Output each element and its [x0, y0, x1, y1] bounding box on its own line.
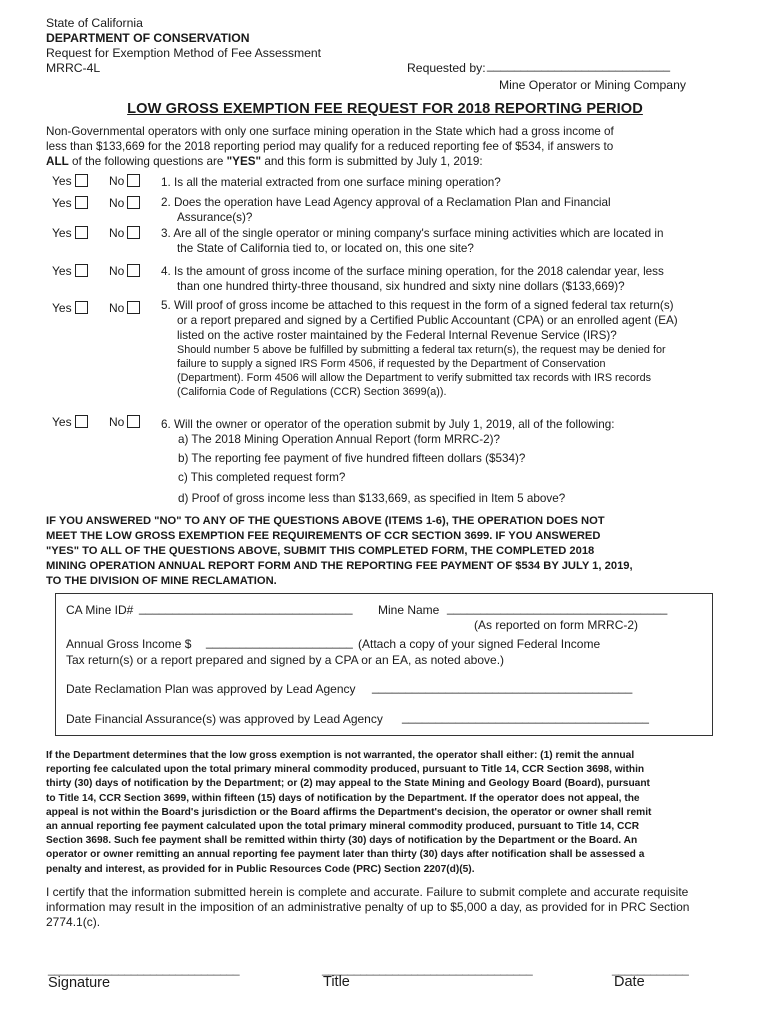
no-label: No: [109, 301, 125, 315]
q5-no-checkbox[interactable]: [127, 301, 140, 314]
department-line: an annual reporting fee payment calculated upon the total primary mineral commodity produced, pursuant to Title 14, CCR: [46, 821, 640, 833]
question-5-note: (California Code of Regulations (CCR) Section 3699(a)).: [177, 386, 447, 398]
question-6c: c) This completed request form?: [178, 471, 346, 484]
no-label: No: [109, 415, 125, 429]
warning-line: IF YOU ANSWERED "NO" TO ANY OF THE QUESTIONS ABOVE (ITEMS 1-6), THE OPERATION DOES NOT: [46, 515, 605, 527]
department-name: DEPARTMENT OF CONSERVATION: [46, 31, 250, 45]
q5-no: [109, 301, 140, 315]
requested-by-label: Requested by:: [407, 61, 486, 75]
warning-line: MINING OPERATION ANNUAL REPORT FORM AND THE REPORTING FEE PAYMENT OF $534 BY JULY 1, 2019,: [46, 560, 633, 572]
intro-all: ALL: [46, 155, 69, 168]
certification-line: I certify that the information submitted herein is complete and accurate. Failure to submit complete and accurate requisite: [46, 885, 689, 899]
intro-line: less than $133,669 for the 2018 reporting period may qualify for a reduced reporting fee of $534, if answers to: [46, 140, 614, 153]
department-line: appeal is not within the Board's jurisdiction or the Board affirms the Department's decision, the operator or owner shall remit: [46, 806, 652, 818]
intro-paragraph: [46, 124, 726, 169]
no-label: No: [109, 174, 125, 188]
mine-id-label: CA Mine ID#: [66, 603, 134, 617]
department-paragraph: [46, 749, 726, 877]
yes-label: Yes: [52, 226, 72, 240]
q6-yes: [52, 415, 88, 429]
intro-yes: "YES": [226, 155, 262, 168]
mine-id-field[interactable]: ________________________________: [139, 601, 353, 615]
warning-line: TO THE DIVISION OF MINE RECLAMATION.: [46, 575, 277, 587]
title-label: Title: [323, 974, 350, 990]
requested-by-field[interactable]: ___________________________: [487, 58, 671, 72]
q3-yes-checkbox[interactable]: [75, 226, 88, 239]
q4-no-checkbox[interactable]: [127, 264, 140, 277]
q4-yes-checkbox[interactable]: [75, 264, 88, 277]
certification-line: 2774.1(c).: [46, 915, 101, 929]
question-3-line: the State of California tied to, or located on, this one site?: [177, 242, 474, 255]
requested-by-caption: Mine Operator or Mining Company: [499, 78, 686, 92]
q5-yes-checkbox[interactable]: [75, 301, 88, 314]
question-6a: a) The 2018 Mining Operation Annual Report (form MRRC-2)?: [178, 433, 500, 446]
signature-field[interactable]: ______________________________: [48, 962, 240, 976]
mine-name-caption: (As reported on form MRRC-2): [474, 618, 639, 632]
department-line: If the Department determines that the low gross exemption is not warranted, the operator shall either: (1) remit the annual: [46, 750, 635, 761]
q2-yes-checkbox[interactable]: [75, 196, 88, 209]
question-5-line: listed on the active roster maintained by the Federal Internal Revenue Service (IRS)?: [177, 329, 617, 342]
yes-label: Yes: [52, 415, 72, 429]
reclamation-date-field[interactable]: _______________________________________: [372, 680, 633, 694]
date-label: Date: [614, 974, 645, 990]
department-line: penalty and interest, as provided for in Public Resources Code (PRC) Section 2207(d)(5).: [46, 863, 475, 875]
q4-yes: [52, 264, 88, 278]
yes-label: Yes: [52, 196, 72, 210]
q2-no-checkbox[interactable]: [127, 196, 140, 209]
yes-label: Yes: [52, 264, 72, 278]
q3-yes: [52, 226, 88, 240]
question-2: [161, 195, 721, 225]
q1-no-checkbox[interactable]: [127, 174, 140, 187]
page-title: LOW GROSS EXEMPTION FEE REQUEST FOR 2018 REPORTING PERIOD: [127, 101, 643, 117]
question-3-line: 3. Are all of the single operator or mining company's surface mining activities which are located in: [161, 227, 664, 240]
question-3: [161, 226, 721, 256]
q6-no-checkbox[interactable]: [127, 415, 140, 428]
intro-line: [46, 154, 726, 169]
question-5: [161, 298, 721, 399]
financial-date-label: Date Financial Assurance(s) was approved by Lead Agency: [66, 712, 383, 726]
intro-mid: of the following questions are: [68, 155, 227, 168]
q1-yes-checkbox[interactable]: [75, 174, 88, 187]
question-5-note: failure to supply a signed IRS Form 4506, if requested by the Department of Conservation: [177, 358, 606, 370]
no-label: No: [109, 264, 125, 278]
q5-yes: [52, 301, 88, 315]
q3-no-checkbox[interactable]: [127, 226, 140, 239]
department-line: thirty (30) days of notification by the Department; or (2) may appeal to the State Mining and Geology Board (Board), pursuant: [46, 778, 650, 790]
q6-no: [109, 415, 140, 429]
signature-label: Signature: [48, 975, 111, 991]
question-6d: d) Proof of gross income less than $133,669, as specified in Item 5 above?: [178, 492, 566, 505]
warning-line: "YES" TO ALL OF THE QUESTIONS ABOVE, SUBMIT THIS COMPLETED FORM, THE COMPLETED 2018: [46, 545, 595, 557]
intro-line: Non-Governmental operators with only one surface mining operation in the State which had a gross income of: [46, 125, 614, 138]
no-label: No: [109, 226, 125, 240]
department-line: operator or owner remitting an annual reporting fee payment later than thirty (30) days after notification shall be assessed a: [46, 849, 645, 861]
q6-yes-checkbox[interactable]: [75, 415, 88, 428]
request-line: Request for Exemption Method of Fee Assessment: [46, 46, 322, 60]
department-line: Section 3698. Such fee payment shall be remitted within thirty (30) days of notification by the Department or the Board. An: [46, 835, 638, 847]
q1-yes: [52, 174, 88, 188]
question-4-line: 4. Is the amount of gross income of the surface mining operation, for the 2018 calendar year, less: [161, 265, 664, 278]
no-label: No: [109, 196, 125, 210]
question-6b: b) The reporting fee payment of five hundred fifteen dollars ($534)?: [178, 452, 526, 465]
certification-line: information may result in the imposition of an administrative penalty of up to $5,000 a day, as provided for in PRC Section: [46, 900, 690, 914]
q2-no: [109, 196, 140, 210]
question-6: 6. Will the owner or operator of the operation submit by July 1, 2019, all of the following:: [161, 418, 615, 431]
question-4: [161, 264, 721, 294]
income-label: Annual Gross Income $: [66, 637, 192, 651]
yes-label: Yes: [52, 301, 72, 315]
financial-date-field[interactable]: _____________________________________: [402, 710, 649, 724]
mine-name-label: Mine Name: [378, 603, 440, 617]
q1-no: [109, 174, 140, 188]
question-5-line: or a report prepared and signed by a Certified Public Accountant (CPA) or an enrolled agent (EA): [177, 314, 678, 327]
warning-line: MEET THE LOW GROSS EXEMPTION FEE REQUIREMENTS OF CCR SECTION 3699. IF YOU ANSWERED: [46, 530, 601, 542]
date-field[interactable]: ____________: [612, 962, 689, 976]
form-code: MRRC-4L: [46, 61, 101, 75]
title-field[interactable]: _________________________________: [322, 962, 533, 976]
q2-yes: [52, 196, 88, 210]
q4-no: [109, 264, 140, 278]
question-2-line: 2. Does the operation have Lead Agency approval of a Reclamation Plan and Financial: [161, 196, 611, 209]
question-1: 1. Is all the material extracted from one surface mining operation?: [161, 176, 501, 189]
question-2-line: Assurance(s)?: [177, 211, 253, 224]
question-5-line: 5. Will proof of gross income be attached to this request in the form of a signed federal tax return(s): [161, 299, 674, 312]
yes-label: Yes: [52, 174, 72, 188]
department-line: reporting fee calculated upon the total primary mineral commodity produced, pursuant to Title 14, CCR Section 3698, within: [46, 764, 645, 776]
reclamation-date-label: Date Reclamation Plan was approved by Lead Agency: [66, 682, 356, 696]
income-note-2: Tax return(s) or a report prepared and signed by a CPA or an EA, as noted above.): [66, 653, 505, 667]
state-name: State of California: [46, 16, 143, 30]
question-5-note: Should number 5 above be fulfilled by submitting a federal tax return(s), the request may be denied for: [177, 344, 666, 356]
intro-end: and this form is submitted by July 1, 2019:: [261, 155, 483, 168]
warning-paragraph: [46, 514, 726, 589]
department-line: to Title 14, CCR Section 3699, within fifteen (15) days of notification by the Department. If the operator does not appeal, the: [46, 792, 640, 804]
q3-no: [109, 226, 140, 240]
question-5-note: (Department). Form 4506 will allow the Department to verify submitted tax records with IRS records: [177, 372, 652, 384]
income-note: (Attach a copy of your signed Federal Income: [358, 637, 601, 651]
mine-name-field[interactable]: _________________________________: [447, 601, 668, 615]
certification-paragraph: [46, 885, 730, 930]
question-4-line: than one hundred thirty-three thousand, six hundred and sixty nine dollars ($133,669)?: [177, 280, 625, 293]
income-field[interactable]: ______________________: [206, 635, 353, 649]
